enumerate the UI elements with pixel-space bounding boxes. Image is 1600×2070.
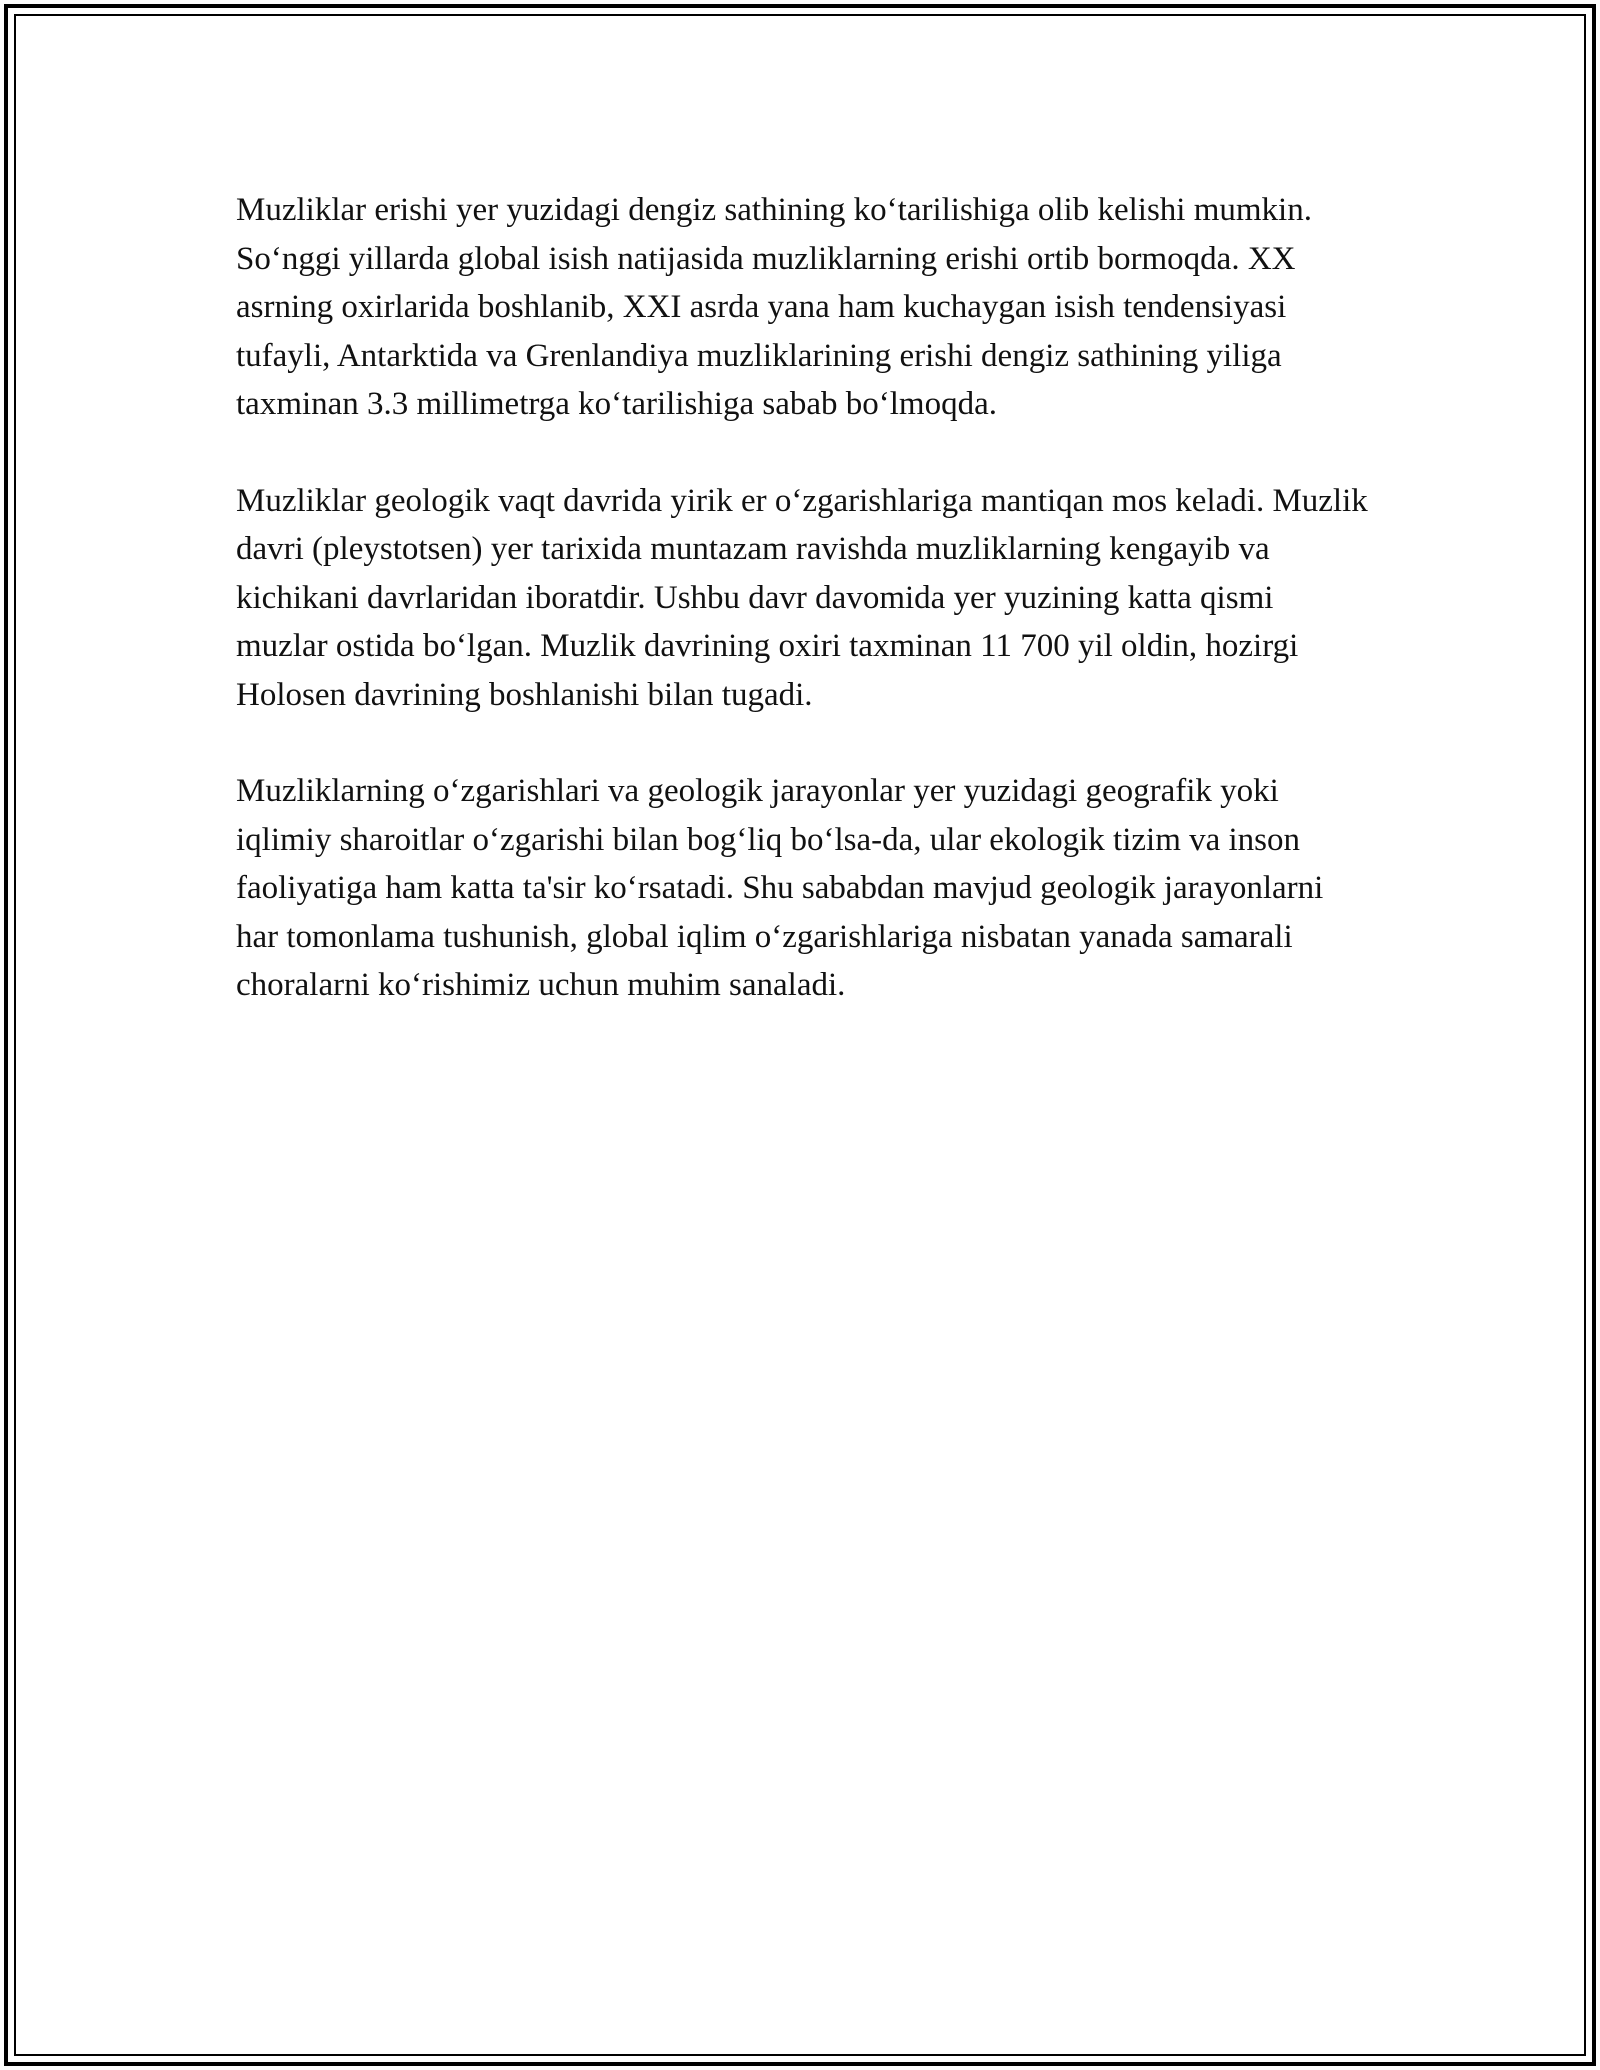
paragraph-3: Muzliklarning o‘zgarishlari va geologik jarayonlar yer yuzidagi geografik yoki iqlimiy sharoitlar o‘zgarishi bilan bog‘liq bo‘lsa-da, ular ekologik tizim va inson faoliyatiga ham katta ta'sir ko‘rsatadi. Shu sababdan mavjud geologik jarayonlarni har tomonlama tushunish, global iqlim o‘zgarishlariga nisbatan yanada samarali choralarni ko‘rishimiz uchun muhim sanaladi.	[236, 773, 1324, 1003]
document-body	[236, 186, 1372, 1058]
paragraph-2: Muzliklar geologik vaqt davrida yirik er o‘zgarishlariga mantiqan mos keladi. Muzlik davri (pleystotsen) yer tarixida muntazam ravishda muzliklarning kengayib va kichikani davrlaridan iboratdir. Ushbu davr davomida yer yuzining katta qismi muzlar ostida bo‘lgan. Muzlik davrining oxiri taxminan 11 700 yil oldin, hozirgi Holosen davrining boshlanishi bilan tugadi.	[236, 482, 1368, 713]
paragraph-1: Muzliklar erishi yer yuzidagi dengiz sathining ko‘tarilishiga olib kelishi mumkin. So‘nggi yillarda global isish natijasida muzliklarning erishi ortib bormoqda. XX asrning oxirlarida boshlanib, XXI asrda yana ham kuchaygan isish tendensiyasi tufayli, Antarktida va Grenlandiya muzliklarining erishi dengiz sathining yiliga taxminan 3.3 millimetrga ko‘tarilishiga sabab bo‘lmoqda.	[236, 192, 1312, 422]
